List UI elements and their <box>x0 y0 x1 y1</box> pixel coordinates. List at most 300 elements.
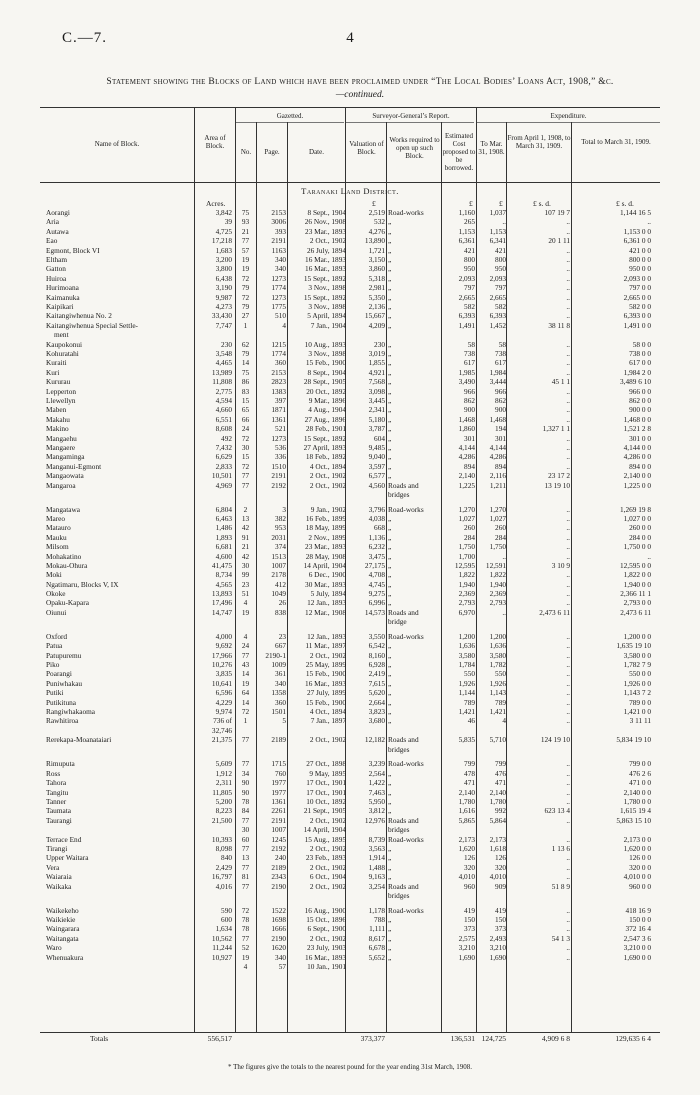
col-header-cost: Estimated Cost proposed to be borrowed. <box>442 132 476 172</box>
works-required: Roads and <box>388 815 419 825</box>
gazette-no: 72 <box>241 433 250 443</box>
table-body <box>0 208 700 972</box>
gazette-date: 15 Feb., 1900 <box>305 697 346 707</box>
table-row <box>0 641 700 650</box>
gazette-page: 1273 <box>271 273 286 283</box>
block-name-continued: ment <box>54 330 69 340</box>
valuation: 2,564 <box>368 768 385 778</box>
gazette-no: 77 <box>241 862 250 872</box>
estimated-cost: 4,010 <box>458 872 475 882</box>
valuation: 3,239 <box>368 759 385 769</box>
gazette-date: 17 Oct., 1901 <box>306 787 346 797</box>
valuation: 13,890 <box>364 236 385 246</box>
expenditure-to-march: 5,710 <box>489 735 506 745</box>
estimated-cost: 1,750 <box>458 542 475 552</box>
table-row <box>0 735 700 754</box>
valuation: 6,542 <box>368 641 385 651</box>
block-name: Mangaowata <box>46 471 84 481</box>
estimated-cost: 1,700 <box>458 551 475 561</box>
expenditure-from-april: .. <box>566 461 570 471</box>
expenditure-total: 950 0 0 <box>629 264 651 274</box>
works-required: Roads and <box>388 607 419 617</box>
gazette-page: 1361 <box>271 414 286 424</box>
table-row <box>0 632 700 641</box>
gazette-no: 4 <box>243 631 248 641</box>
table-row <box>0 274 700 283</box>
gazette-date-continued: 10 Jan., 1901 <box>307 962 346 971</box>
gazette-date: 14 April, 1904 <box>303 560 346 570</box>
block-name: Okoke <box>46 589 66 599</box>
estimated-cost: 126 <box>464 853 475 863</box>
valuation: 8,617 <box>368 933 385 943</box>
gazette-date: 15 Oct., 1896 <box>306 915 346 925</box>
table-row <box>0 835 700 844</box>
expenditure-to-march: 6,341 <box>489 236 506 246</box>
gazette-no: 23 <box>241 579 250 589</box>
gazette-date: 23 Mar., 1893 <box>305 226 346 236</box>
valuation: 8,739 <box>368 834 385 844</box>
expenditure-to-march: 260 <box>495 523 506 533</box>
gazette-date: 5 April, 1894 <box>307 311 346 321</box>
block-name: Terrace End <box>46 834 82 844</box>
gazette-no: 19 <box>241 952 250 962</box>
area-acres: 3,190 <box>215 283 232 293</box>
table-row <box>0 443 700 452</box>
expenditure-from-april: .. <box>566 796 570 806</box>
gazette-date: 16 Aug., 1900 <box>304 905 346 915</box>
works-required: „ <box>388 245 392 255</box>
gazette-page-continued: 57 <box>278 962 286 971</box>
expenditure-total: 2,140 0 0 <box>623 471 651 481</box>
valuation: 1,914 <box>368 853 385 863</box>
gazette-date: 2 Oct., 1902 <box>309 815 346 825</box>
estimated-cost: 2,093 <box>458 273 475 283</box>
valuation: 3,445 <box>368 396 385 406</box>
expenditure-from-april: .. <box>566 872 570 882</box>
expenditure-total: 3 11 11 <box>629 716 651 726</box>
gazette-no: 72 <box>241 273 250 283</box>
gazette-page: 536 <box>275 442 286 452</box>
gazette-page: 1358 <box>271 688 286 698</box>
valuation: 3,860 <box>368 264 385 274</box>
gazette-date: 15 Aug., 1895 <box>304 834 346 844</box>
valuation: 4,209 <box>368 320 385 330</box>
valuation: 3,475 <box>368 551 385 561</box>
gazette-no: 4 <box>243 598 248 608</box>
gazette-date: 28 Sept., 1905 <box>303 377 346 387</box>
works-required: „ <box>388 471 392 481</box>
table-row <box>0 471 700 480</box>
gazette-no: 75 <box>241 208 250 217</box>
valuation: 12,976 <box>364 815 385 825</box>
block-name: Manganui-Egmont <box>46 461 102 471</box>
works-required: „ <box>388 806 392 816</box>
gazette-date: 3 Nov., 1898 <box>308 283 346 293</box>
expenditure-to-march: 1,940 <box>489 579 506 589</box>
block-name: Eao <box>46 236 58 246</box>
gazette-page: 240 <box>275 853 286 863</box>
block-name: Makahu <box>46 414 70 424</box>
expenditure-total: 476 2 6 <box>629 768 651 778</box>
gazette-no: 13 <box>241 513 250 523</box>
block-name: Rawhitiroa <box>46 716 79 726</box>
table-row <box>0 523 700 532</box>
expenditure-total: 2,173 0 0 <box>623 834 651 844</box>
gazette-page: 1620 <box>271 943 286 953</box>
gazette-page: 1698 <box>271 915 286 925</box>
gazette-page: 2192 <box>271 480 286 490</box>
works-required: Roads and <box>388 480 419 490</box>
estimated-cost: 2,140 <box>458 471 475 481</box>
gazette-date: 2 Oct., 1902 <box>309 844 346 854</box>
gazette-page: 2153 <box>271 367 286 377</box>
gazette-page: 340 <box>275 264 286 274</box>
valuation: 1,721 <box>368 245 385 255</box>
works-required: „ <box>388 405 392 415</box>
expenditure-from-april: .. <box>566 905 570 915</box>
table-row <box>0 481 700 500</box>
expenditure-to-march: 1,143 <box>489 688 506 698</box>
gazette-page: 510 <box>275 311 286 321</box>
gazette-page: 1361 <box>271 796 286 806</box>
valuation: 230 <box>374 339 385 349</box>
estimated-cost: 1,690 <box>458 952 475 962</box>
col-group-sg-report: Surveyor-General’s Report. <box>372 112 450 120</box>
expenditure-to-march: 894 <box>495 461 506 471</box>
block-name: Poarangi <box>46 669 72 679</box>
gazette-no: 19 <box>241 678 250 688</box>
estimated-cost: 738 <box>464 349 475 359</box>
works-required: „ <box>388 598 392 608</box>
col-header-from-april: From April 1, 1908, to March 31, 1909. <box>507 134 571 150</box>
gazette-no: 77 <box>241 236 250 246</box>
gazette-no: 79 <box>241 283 250 293</box>
estimated-cost: 6,970 <box>458 607 475 617</box>
expenditure-from-april: .. <box>566 834 570 844</box>
works-required: „ <box>388 367 392 377</box>
expenditure-to-march: .. <box>502 551 506 561</box>
works-required: „ <box>388 560 392 570</box>
table-row <box>0 679 700 688</box>
expenditure-to-march: 966 <box>495 386 506 396</box>
col-header-to-march: To Mar. 31, 1908. <box>478 140 505 156</box>
footnote: * The figures give the totals to the nearest pound for the year ending 31st March, 1908. <box>227 1063 473 1071</box>
expenditure-total: 550 0 0 <box>629 669 651 679</box>
expenditure-to-march: 799 <box>495 759 506 769</box>
table-row <box>0 924 700 933</box>
estimated-cost: 894 <box>464 461 475 471</box>
valuation: 3,150 <box>368 254 385 264</box>
works-required: „ <box>388 669 392 679</box>
estimated-cost: 260 <box>464 523 475 533</box>
expenditure-total: 900 0 0 <box>629 405 651 415</box>
gazette-no: 90 <box>241 778 250 788</box>
gazette-no: 19 <box>241 254 250 264</box>
area-acres: 17,496 <box>211 598 232 608</box>
table-row <box>0 570 700 579</box>
block-name: Kohuratahi <box>46 349 79 359</box>
expenditure-from-april: 54 1 3 <box>551 933 570 943</box>
block-name: Kururau <box>46 377 71 387</box>
expenditure-total: 1,521 2 8 <box>623 424 651 434</box>
block-name: Piko <box>46 660 60 670</box>
block-name: Mauku <box>46 532 67 542</box>
block-name: Eltham <box>46 254 68 264</box>
works-required: „ <box>388 787 392 797</box>
works-required: „ <box>388 716 392 726</box>
gazette-date: 10 Oct., 1892 <box>306 796 346 806</box>
estimated-cost: 966 <box>464 386 475 396</box>
block-name: Oxford <box>46 631 68 641</box>
expenditure-total: 1,491 0 0 <box>623 320 651 330</box>
block-name: Waikekeho <box>46 905 79 915</box>
works-required: „ <box>388 377 392 387</box>
works-required: „ <box>388 461 392 471</box>
works-required: „ <box>388 641 392 651</box>
works-required: „ <box>388 650 392 660</box>
expenditure-total: 284 0 0 <box>629 532 651 542</box>
area-acres: 6,596 <box>215 688 232 698</box>
expenditure-to-march: 1,750 <box>489 542 506 552</box>
gazette-date: 26 Nov., 1908 <box>304 217 346 227</box>
expenditure-from-april: .. <box>566 759 570 769</box>
gazette-date: 18 May, 1899 <box>305 523 346 533</box>
estimated-cost: 5,865 <box>458 815 475 825</box>
expenditure-total: 301 0 0 <box>629 433 651 443</box>
table-row <box>0 311 700 320</box>
estimated-cost: 421 <box>464 245 475 255</box>
valuation: 4,560 <box>368 480 385 490</box>
expenditure-from-april: .. <box>566 452 570 462</box>
valuation: 1,136 <box>368 532 385 542</box>
area-acres: 5,609 <box>215 759 232 769</box>
table-row <box>0 844 700 853</box>
col-header-date: Date. <box>309 148 324 156</box>
gazette-date: 20 Oct., 1892 <box>306 386 346 396</box>
works-required: „ <box>388 862 392 872</box>
expenditure-to-march: 3,580 <box>489 650 506 660</box>
gazette-date: 23 Mar., 1893 <box>305 542 346 552</box>
gazette-page: 1774 <box>271 349 286 359</box>
expenditure-from-april: .. <box>566 283 570 293</box>
estimated-cost: 1,985 <box>458 367 475 377</box>
gazette-date: 27 April, 1893 <box>303 442 346 452</box>
expenditure-to-march: 471 <box>495 778 506 788</box>
expenditure-total: 2,547 3 6 <box>623 933 651 943</box>
table-row <box>0 434 700 443</box>
expenditure-to-march: 1,153 <box>489 226 506 236</box>
valuation: 12,182 <box>364 735 385 745</box>
valuation: 788 <box>374 915 385 925</box>
table-row <box>0 608 700 627</box>
expenditure-from-april: .. <box>566 254 570 264</box>
expenditure-total: 5,834 19 10 <box>616 735 651 745</box>
block-name: Kaitangiwhenua No. 2 <box>46 311 112 321</box>
gazette-date: 27 Aug., 1896 <box>304 414 346 424</box>
expenditure-total: 797 0 0 <box>629 283 651 293</box>
estimated-cost: 373 <box>464 924 475 934</box>
table-row <box>0 769 700 778</box>
gazette-no: 78 <box>241 796 250 806</box>
valuation: 14,573 <box>364 607 385 617</box>
gazette-date: 27 July, 1899 <box>306 688 346 698</box>
estimated-cost: 799 <box>464 759 475 769</box>
area-acres: 4,600 <box>215 551 232 561</box>
gazette-date: 15 Sept., 1892 <box>303 273 346 283</box>
expenditure-from-april: .. <box>566 862 570 872</box>
area-acres: 590 <box>221 905 232 915</box>
area-acres: 2,775 <box>215 386 232 396</box>
estimated-cost: 960 <box>464 881 475 891</box>
gazette-date: 2 Nov., 1899 <box>308 532 346 542</box>
gazette-no: 14 <box>241 669 250 679</box>
gazette-page: 2191 <box>271 471 286 481</box>
table-row <box>0 788 700 797</box>
gazette-no: 21 <box>241 542 250 552</box>
expenditure-from-april: .. <box>566 631 570 641</box>
block-name: Upper Waitara <box>46 853 89 863</box>
gazette-page: 1774 <box>271 283 286 293</box>
totals-to-march: 124,725 <box>481 1034 506 1043</box>
expenditure-from-april: .. <box>566 943 570 953</box>
table-row <box>0 368 700 377</box>
expenditure-from-april: .. <box>566 358 570 368</box>
expenditure-from-april: .. <box>566 245 570 255</box>
expenditure-total: 12,595 0 0 <box>619 560 651 570</box>
expenditure-to-march: 126 <box>495 853 506 863</box>
gazette-page: 1273 <box>271 433 286 443</box>
gazette-no: 52 <box>241 943 250 953</box>
expenditure-from-april: .. <box>566 396 570 406</box>
block-name: Mangaehu <box>46 433 77 443</box>
gazette-date: 11 Mar., 1897 <box>305 641 346 651</box>
valuation: 3,550 <box>368 631 385 641</box>
valuation: 3,563 <box>368 844 385 854</box>
gazette-no: 1 <box>243 716 248 726</box>
expenditure-total: 1,782 7 9 <box>623 660 651 670</box>
block-name: Rangiwhakaoma <box>46 706 96 716</box>
estimated-cost: 862 <box>464 396 475 406</box>
block-name: Putiki <box>46 688 64 698</box>
area-acres: 11,805 <box>212 787 232 797</box>
area-acres: 4,229 <box>215 697 232 707</box>
expenditure-from-april: 38 11 8 <box>548 320 570 330</box>
area-acres: 21,375 <box>211 735 232 745</box>
gazette-no: 15 <box>241 452 250 462</box>
expenditure-from-april: .. <box>566 678 570 688</box>
expenditure-total: 421 0 0 <box>629 245 651 255</box>
valuation: 5,350 <box>368 292 385 302</box>
works-required: „ <box>388 570 392 580</box>
valuation: 2,981 <box>368 283 385 293</box>
works-required: „ <box>388 513 392 523</box>
expenditure-to-march: 12,591 <box>485 560 506 570</box>
expenditure-to-march: 5,864 <box>489 815 506 825</box>
works-required: „ <box>388 579 392 589</box>
expenditure-from-april: 107 19 7 <box>544 208 570 217</box>
expenditure-from-april: .. <box>566 598 570 608</box>
gazette-page: 1215 <box>271 339 286 349</box>
valuation: 2,419 <box>368 669 385 679</box>
works-required: Road-works <box>388 905 424 915</box>
table-row <box>0 349 700 358</box>
gazette-page: 1715 <box>271 759 286 769</box>
works-required: „ <box>388 452 392 462</box>
table-row <box>0 707 700 716</box>
works-required: „ <box>388 217 392 227</box>
valuation: 4,745 <box>368 579 385 589</box>
block-name: Whenuakura <box>46 952 84 962</box>
expenditure-to-march: 800 <box>495 254 506 264</box>
valuation: 604 <box>374 433 385 443</box>
expenditure-to-march: 6,393 <box>489 311 506 321</box>
expenditure-total: 3,580 0 0 <box>623 650 651 660</box>
gazette-no: 72 <box>241 461 250 471</box>
works-required-continued: bridges <box>388 744 410 754</box>
valuation: 6,678 <box>368 943 385 953</box>
table-row <box>0 816 700 835</box>
estimated-cost: 582 <box>464 301 475 311</box>
gazette-page: 2190-1 <box>265 650 286 660</box>
expenditure-to-march: 909 <box>495 881 506 891</box>
expenditure-from-april: .. <box>566 339 570 349</box>
expenditure-to-march: 1,926 <box>489 678 506 688</box>
gazette-no: 64 <box>241 688 250 698</box>
gazette-page: 2190 <box>271 881 286 891</box>
table-row <box>0 462 700 471</box>
expenditure-to-march: 2,369 <box>489 589 506 599</box>
estimated-cost: 58 <box>467 339 475 349</box>
gazette-page: 336 <box>275 452 286 462</box>
block-name: Egmont, Block VI <box>46 245 100 255</box>
gazette-date: 15 Feb., 1900 <box>305 669 346 679</box>
estimated-cost: 1,200 <box>458 631 475 641</box>
estimated-cost: 1,225 <box>458 480 475 490</box>
expenditure-total: 2,793 0 0 <box>623 598 651 608</box>
expenditure-from-april: .. <box>566 349 570 359</box>
expenditure-from-april: .. <box>566 513 570 523</box>
area-acres: 4,000 <box>215 631 232 641</box>
expenditure-to-march: 797 <box>495 283 506 293</box>
table-row <box>0 660 700 669</box>
gazette-page: 2343 <box>271 872 286 882</box>
gazette-page: 1501 <box>271 706 286 716</box>
gazette-date: 26 July, 1894 <box>306 245 346 255</box>
block-name: Waingarara <box>46 924 80 934</box>
expenditure-to-march: 2,493 <box>489 933 506 943</box>
works-required-continued: bridges <box>388 489 410 499</box>
valuation: 7,463 <box>368 787 385 797</box>
gazette-page: 340 <box>275 952 286 962</box>
area-acres: 1,683 <box>215 245 232 255</box>
expenditure-total: .. <box>647 551 651 561</box>
works-required: „ <box>388 688 392 698</box>
valuation: 532 <box>374 217 385 227</box>
valuation: 2,519 <box>368 208 385 217</box>
estimated-cost: 471 <box>464 778 475 788</box>
area-acres: 4,273 <box>215 301 232 311</box>
area-acres: 8,734 <box>215 570 232 580</box>
estimated-cost: 2,665 <box>458 292 475 302</box>
block-name: Mokau-Ohura <box>46 560 88 570</box>
area-acres: 10,276 <box>211 660 232 670</box>
area-acres: 4,465 <box>215 358 232 368</box>
gazette-page-continued: 1007 <box>271 825 286 835</box>
valuation: 4,921 <box>368 367 385 377</box>
expenditure-from-april: 13 19 10 <box>544 480 570 490</box>
table-row <box>0 953 700 972</box>
valuation: 1,178 <box>368 905 385 915</box>
